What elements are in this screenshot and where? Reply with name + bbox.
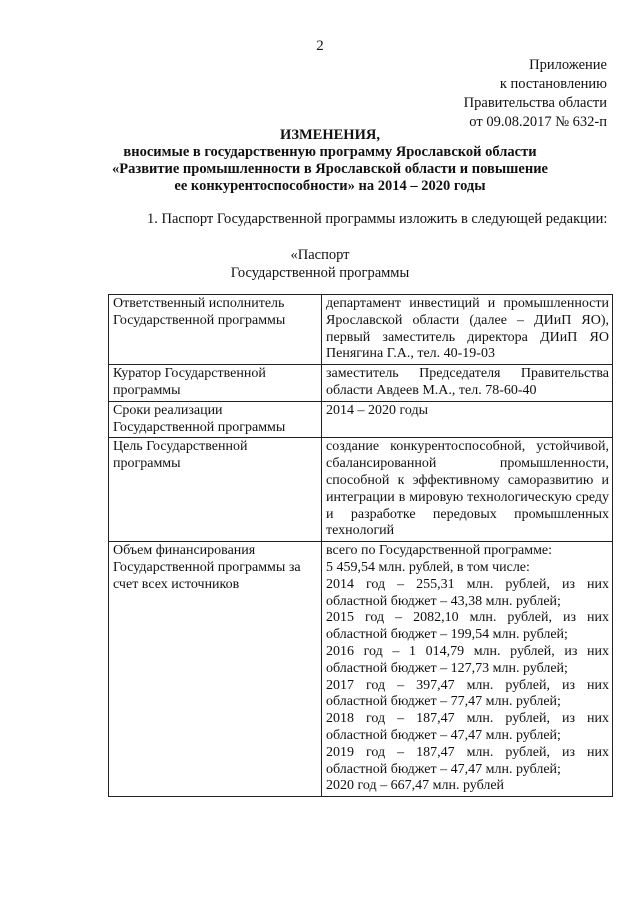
row-value-line: 2018 год – 187,47 млн. рублей, из них областной бюджет – 47,47 млн. рублей;: [326, 711, 609, 743]
table-row: [109, 365, 613, 402]
title-line: ИЗМЕНЕНИЯ,: [280, 127, 380, 143]
table-row: [109, 295, 613, 365]
title-line: ее конкурентоспособности» на 2014 – 2020 годы: [174, 178, 486, 194]
appendix-line: к постановлению: [499, 76, 607, 92]
row-label: Сроки реализации Государственной программы: [109, 401, 322, 438]
title-line: «Развитие промышленности в Ярославской области и повышение: [112, 161, 548, 177]
row-label: Объем финансирования Государственной программы за счет всех источников: [109, 542, 322, 797]
row-label: Цель Государственной программы: [109, 438, 322, 542]
row-value: [322, 365, 613, 402]
row-value-line: всего по Государственной программе:: [326, 543, 553, 559]
row-value-line: заместитель Председателя Правительства области Авдеев М.А., тел. 78-60-40: [326, 366, 609, 398]
row-value-line: 2014 – 2020 годы: [326, 402, 429, 418]
intro-text: 1. Паспорт Государственной программы изложить в следующей редакции:: [147, 211, 608, 227]
table-row: [109, 401, 613, 438]
passport-title-line: Государственной программы: [230, 265, 410, 281]
table-row: [109, 438, 613, 542]
row-value-line: 5 459,54 млн. рублей, в том числе:: [326, 559, 530, 575]
row-label: Ответственный исполнитель Государственной программы: [109, 295, 322, 365]
passport-title: [0, 246, 640, 282]
appendix-line: Приложение: [529, 57, 607, 73]
row-value-line: 2015 год – 2082,10 млн. рублей, из них областной бюджет – 199,54 млн. рублей;: [326, 610, 609, 643]
passport-table: [108, 294, 613, 797]
row-value: [322, 438, 613, 542]
passport-title-line: «Паспорт: [290, 247, 350, 263]
row-value: [322, 295, 613, 365]
row-value-line: 2014 год – 255,31 млн. рублей, из них областной бюджет – 43,38 млн. рублей;: [326, 576, 609, 609]
row-value: [322, 542, 613, 797]
row-value-line: 2019 год – 187,47 млн. рублей, из них областной бюджет – 47,47 млн. рублей;: [326, 744, 609, 777]
row-value-line: создание конкурентоспособной, устойчивой, сбалансированной промышленности, способной к эффективному саморазвитию и интеграции в мировую технологическую среду и разработке передовых промышленных технологий: [326, 439, 609, 539]
row-value: [322, 401, 613, 438]
document-title: [60, 127, 600, 195]
row-value-line: департамент инвестиций и промышленности Ярославской области (далее – ДИиП ЯО), первый заместитель директора ДИиП ЯО Пенягина Г.А., тел. 40-19-03: [326, 296, 609, 362]
table-row: [109, 542, 613, 797]
appendix-line: от 09.08.2017 № 632-п: [469, 114, 607, 130]
page-number: 2: [316, 38, 324, 54]
appendix-block: [464, 56, 607, 132]
intro-paragraph: [109, 210, 612, 228]
appendix-line: Правительства области: [463, 95, 607, 111]
row-label: Куратор Государственной программы: [109, 365, 322, 402]
row-value-line: 2020 год – 667,47 млн. рублей: [326, 778, 505, 794]
passport-table-body: [109, 295, 613, 797]
row-value-line: 2016 год – 1 014,79 млн. рублей, из них областной бюджет – 127,73 млн. рублей;: [326, 643, 609, 676]
row-value-line: 2017 год – 397,47 млн. рублей, из них областной бюджет – 77,47 млн. рублей;: [326, 677, 609, 710]
title-line: вносимые в государственную программу Ярославской области: [123, 144, 537, 160]
